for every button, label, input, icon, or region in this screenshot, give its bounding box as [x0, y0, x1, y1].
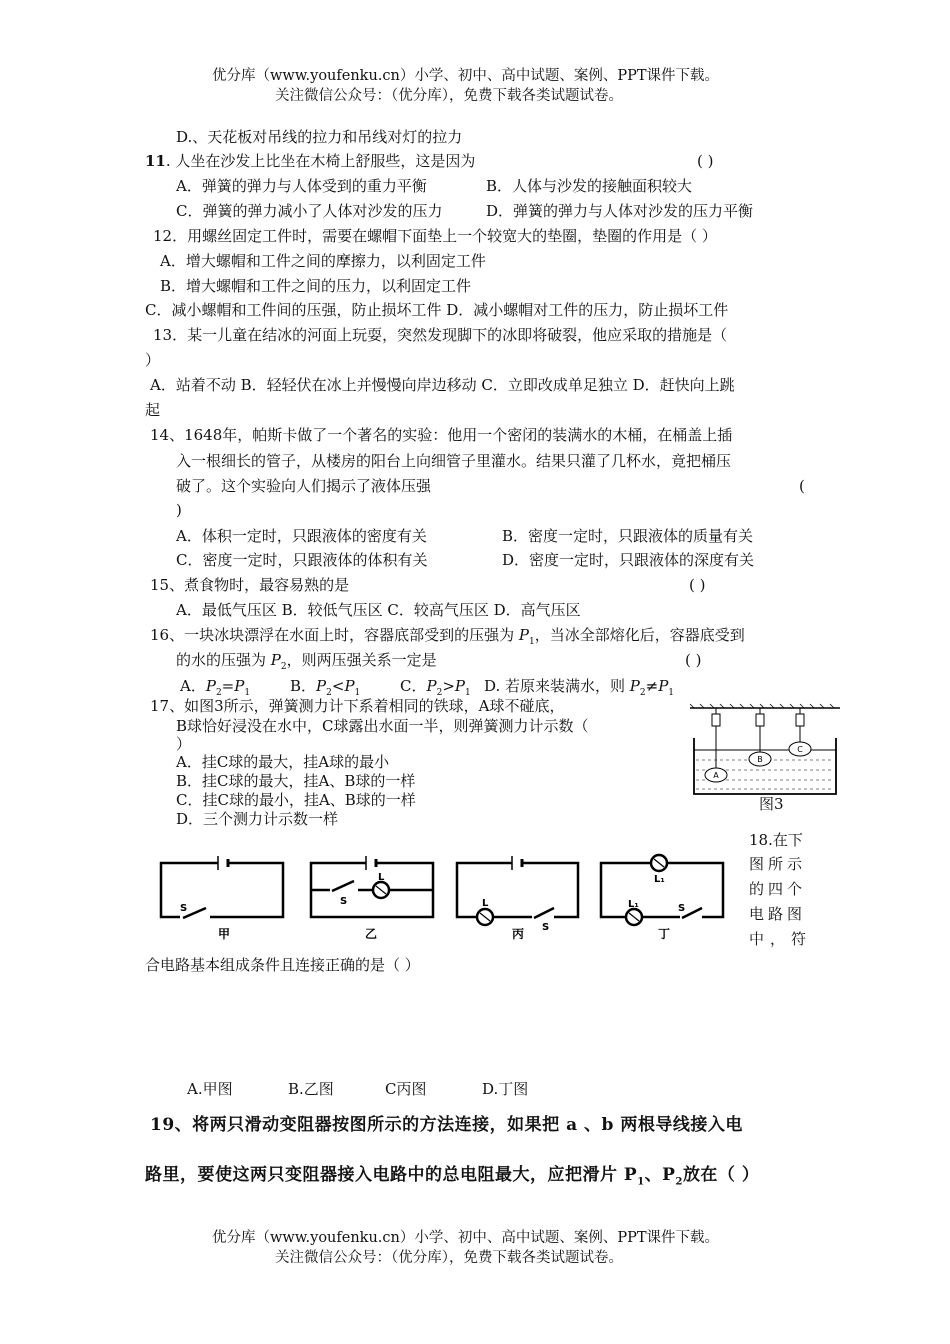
q16-option-d: D. 若原来装满水，则 $P_2\ne P_1$ [484, 677, 675, 698]
circuit-yi-label: 乙 [365, 927, 378, 941]
circuit-ding-label: 丁 [658, 927, 671, 941]
q14-option-a: A．体积一定时，只跟液体的密度有关 [176, 527, 427, 545]
circuit-bing-label: 丙 [512, 927, 525, 941]
q18-side-2: 图所示 [749, 855, 807, 873]
circuit-ding-switch-label: S [678, 903, 686, 914]
circuit-jia-switch-label: S [180, 903, 188, 914]
q19-line-1: 19、将两只滑动变阻器按图所示的方法连接，如果把 a 、b 两根导线接入电 [150, 1115, 743, 1135]
q19-line-2a: 路里，要使这两只变阻器接入电路中的总电阻最大，应把滑片 P [145, 1165, 638, 1185]
q16-line-1b: ，当冰全部熔化后，容器底受到 [534, 626, 745, 644]
q16-option-c: C．$P_2>P_1$ [400, 677, 471, 698]
q13-stem-1: 13．某一儿童在结冰的河面上玩耍，突然发现脚下的冰即将破裂，他应采取的措施是（ [153, 326, 728, 344]
figure-3-caption: 图3 [759, 795, 784, 813]
q16-option-d-label: D. 若原来装满水，则 [484, 677, 630, 695]
footer-line-1: 优分库（www.youfenku.cn）小学、初中、高中试题、案例、PPT课件下载。 [212, 1230, 720, 1246]
q16-answer-paren: ( ) [685, 651, 702, 669]
q16-p1: P [518, 626, 529, 644]
q14-line-3: 破了。这个实验向人们揭示了液体压强 [176, 477, 432, 495]
q16-p2-sub: 2 [280, 662, 287, 672]
q14-option-d: D．密度一定时，只跟液体的深度有关 [502, 551, 755, 569]
circuit-yi-lamp-label: L [378, 872, 385, 883]
q11-answer-paren: ( ) [697, 152, 714, 170]
q19-line-2b: 、P [644, 1165, 676, 1185]
q14-paren-open: ( [799, 477, 805, 495]
q11-option-d: D．弹簧的弹力与人体对沙发的压力平衡 [486, 202, 754, 220]
q12-stem: 12．用螺丝固定工件时，需要在螺帽下面垫上一个较宽大的垫圈，垫圈的作用是（ ） [153, 227, 717, 245]
q16-option-c-rel: > [442, 677, 455, 695]
circuit-bing [454, 856, 584, 944]
q11-option-b: B．人体与沙发的接触面积较大 [486, 177, 693, 195]
q15-options: A．最低气压区 B．较低气压区 C．较高气压区 D．高气压区 [176, 601, 581, 619]
circuit-yi-switch-label: S [340, 896, 348, 907]
q10-option-d: D.、天花板对吊线的拉力和吊线对灯的拉力 [176, 128, 463, 146]
q15-answer-paren: ( ) [689, 576, 706, 594]
figure-3-diagram [690, 704, 840, 798]
q18-stem-cont: 合电路基本组成条件且连接正确的是（ ） [145, 956, 420, 974]
q18-option-b: B.乙图 [288, 1080, 334, 1098]
q12-option-a: A．增大螺帽和工件之间的摩擦力，以利固定工件 [160, 252, 486, 270]
q14-paren-close: ) [176, 501, 182, 519]
q16-line-1a: 16、一块冰块漂浮在水面上时，容器底部受到的压强为 [150, 626, 519, 644]
header-line-1: 优分库（www.youfenku.cn）小学、初中、高中试题、案例、PPT课件下载。 [212, 68, 720, 84]
q18-option-c: C丙图 [385, 1080, 427, 1098]
q16-option-b-label: B． [290, 677, 317, 695]
q17-line-3: ） [176, 735, 192, 753]
q16-option-a: A．$P_2=P_1$ [180, 677, 251, 698]
q17-line-1: 17、如图3所示，弹簧测力计下系着相同的铁球，A球不碰底， [150, 697, 565, 715]
q18-option-a: A.甲图 [187, 1080, 233, 1098]
q11-number: 11 [145, 152, 166, 170]
q13-stem-2: ） [145, 351, 161, 369]
q19-sub-1: 1 [637, 1176, 645, 1188]
q19-sub-2: 2 [675, 1176, 683, 1188]
q16-p1-sub: 1 [528, 637, 535, 647]
q12-option-b: B．增大螺帽和工件之间的压力，以利固定工件 [160, 277, 472, 295]
q18-side-5: 中，符 [749, 930, 813, 948]
footer-line-2: 关注微信公众号：（优分库），免费下载各类试题试卷。 [275, 1250, 623, 1266]
q12-option-cd: C．减小螺帽和工件间的压强，防止损坏工件 D．减小螺帽对工件的压力，防止损坏工件 [145, 301, 729, 319]
header-line-2: 关注微信公众号：（优分库），免费下载各类试题试卷。 [275, 88, 623, 104]
q18-option-d: D.丁图 [482, 1080, 529, 1098]
q19-line-2 [145, 1165, 759, 1192]
q11-stem [145, 151, 475, 171]
q16-line-2a: 的水的压强为 [176, 651, 271, 669]
ball-a-label: A [713, 771, 719, 780]
q18-side-1: 18.在下 [749, 831, 803, 849]
circuit-jia [158, 856, 288, 944]
q18-side-4: 电路图 [749, 905, 807, 923]
q14-option-b: B．密度一定时，只跟液体的质量有关 [502, 527, 754, 545]
q16-option-a-label: A． [180, 677, 206, 695]
q11-stem-text: . 人坐在沙发上比坐在木椅上舒服些，这是因为 [165, 152, 476, 170]
q14-line-2: 入一根细长的管子，从楼房的阳台上向细管子里灌水。结果只灌了几杯水，竟把桶压 [176, 452, 732, 470]
q16-line-1 [150, 625, 745, 652]
circuit-ding [598, 856, 728, 944]
q11-option-a: A．弹簧的弹力与人体受到的重力平衡 [176, 177, 427, 195]
q16-option-d-rel: ≠ [645, 677, 659, 695]
q16-option-a-rel: = [221, 677, 235, 695]
q16-option-c-label: C． [400, 677, 427, 695]
circuit-jia-label: 甲 [218, 927, 231, 941]
q15-stem: 15、煮食物时，最容易熟的是 [150, 576, 350, 594]
ball-c-label: C [797, 745, 803, 754]
circuit-yi [308, 856, 438, 944]
q16-line-2b: ，则两压强关系一定是 [286, 651, 437, 669]
q17-option-a: A．挂C球的最大，挂A球的最小 [176, 753, 390, 771]
q16-option-b: B．$P_2<P_1$ [290, 677, 361, 698]
circuit-bing-switch-label: S [542, 922, 550, 933]
q19-line-2c: 放在（ ） [682, 1165, 760, 1185]
q17-option-b: B．挂C球的最大，挂A、B球的一样 [176, 772, 416, 790]
q11-option-c: C．弹簧的弹力减小了人体对沙发的压力 [176, 202, 443, 220]
circuit-bing-lamp-label: L [482, 898, 489, 909]
circuit-ding-lamp1-label: L₁ [654, 874, 665, 885]
q13-options: A．站着不动 B．轻轻伏在冰上并慢慢向岸边移动 C．立即改成单足独立 D．赶快向上跳 [150, 376, 735, 394]
q17-line-2: B球恰好浸没在水中，C球露出水面一半，则弹簧测力计示数（ [176, 717, 589, 735]
ball-b-label: B [757, 755, 763, 764]
q18-side-3: 的四个 [749, 880, 807, 898]
q16-option-b-rel: < [331, 677, 345, 695]
q14-line-1: 14、1648年，帕斯卡做了一个著名的实验：他用一个密闭的装满水的木桶，在桶盖上插 [150, 426, 733, 444]
q17-option-d: D．三个测力计示数一样 [176, 810, 339, 828]
q16-line-2 [176, 650, 437, 677]
circuit-ding-lamp2-label: L₁ [628, 899, 639, 910]
q16-p2: P [270, 651, 281, 669]
q17-option-c: C．挂C球的最小，挂A、B球的一样 [176, 791, 416, 809]
q13-options-cont: 起 [145, 401, 161, 419]
q14-option-c: C．密度一定时，只跟液体的体积有关 [176, 551, 428, 569]
